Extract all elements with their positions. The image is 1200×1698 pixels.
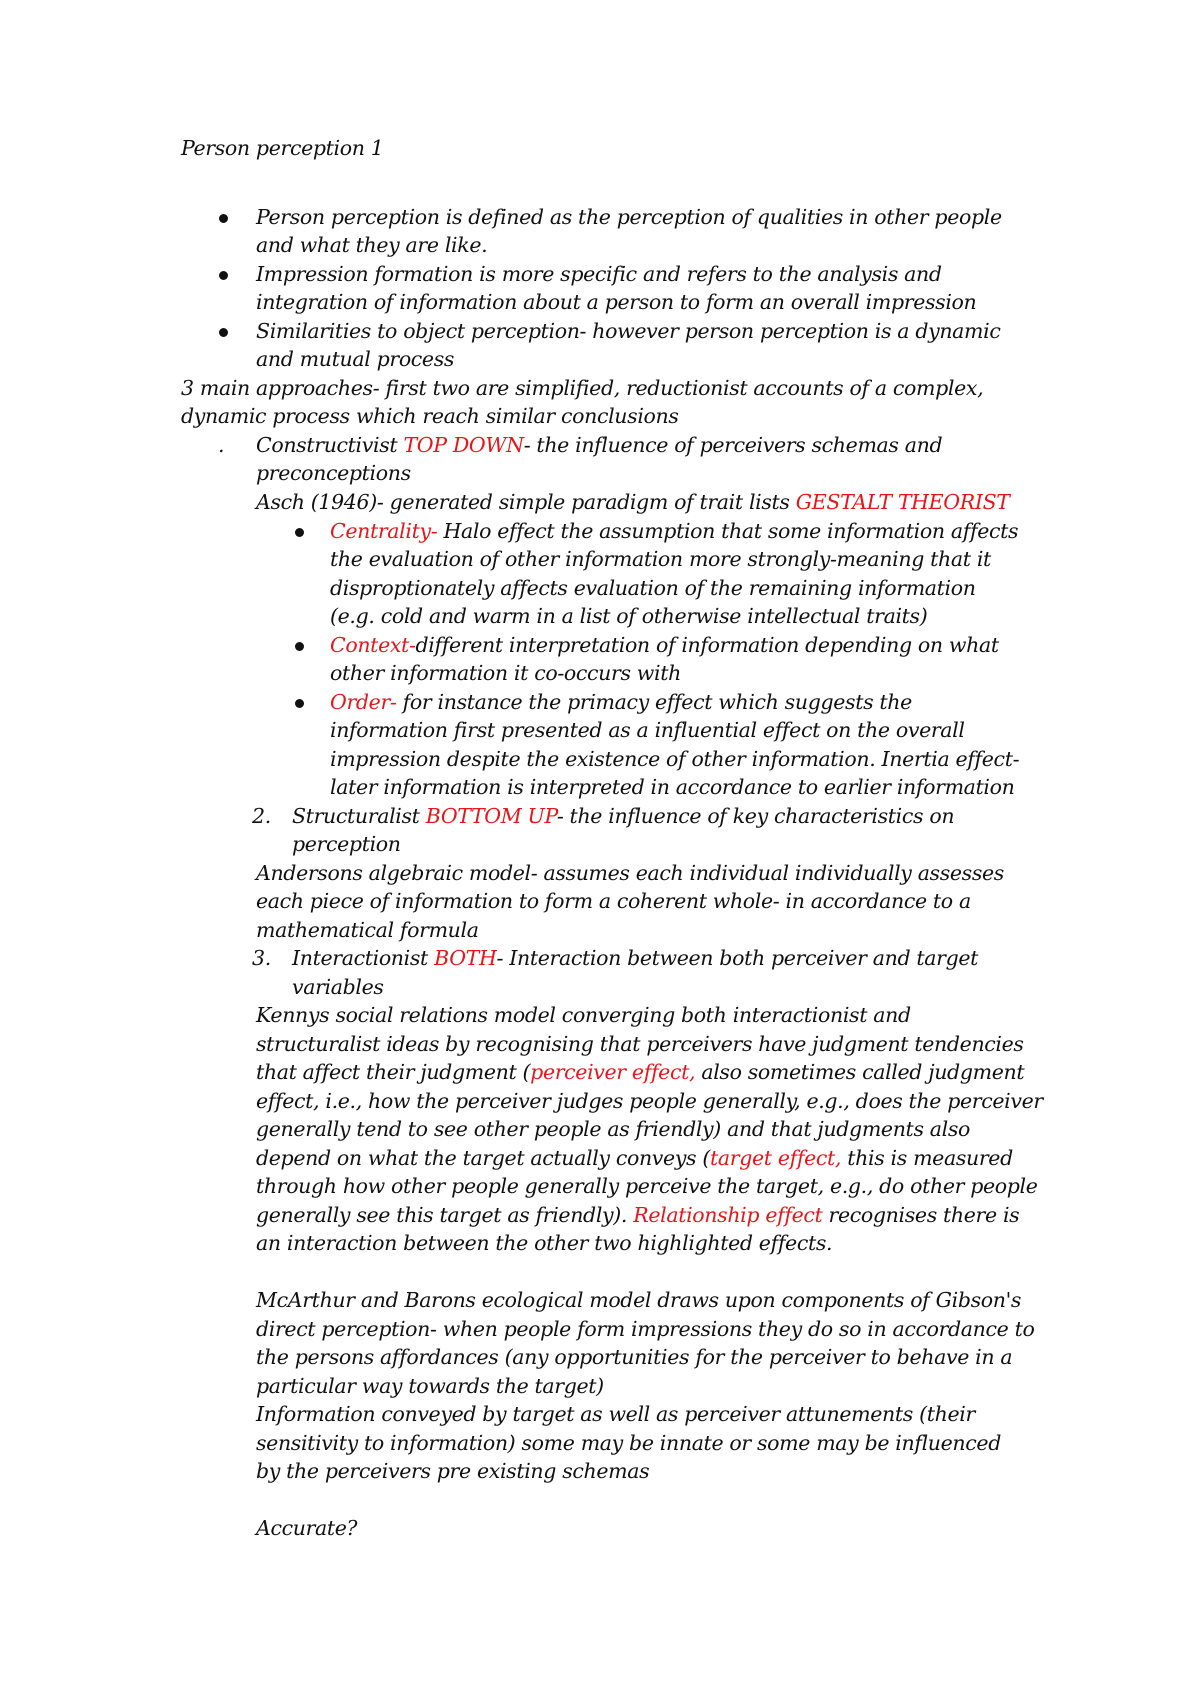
context-line-1: Context-different interpretation of information depending on what (330, 633, 999, 657)
interactionist-line-2: variables (292, 975, 384, 999)
bullet-dot-icon (295, 642, 304, 651)
constructivist-line-1: Constructivist TOP DOWN- the influence of perceivers schemas and (256, 433, 943, 457)
centrality-line-4: (e.g. cold and warm in a list of otherwise intellectual traits) (330, 604, 928, 628)
centrality-line-2: the evaluation of other information more strongly-meaning that it (330, 547, 991, 571)
kenny-line-4: effect, i.e., how the perceiver judges people generally, e.g., does the perceiver (256, 1089, 1043, 1113)
interactionist-line-1: Interactionist BOTH- Interaction between both perceiver and target (292, 946, 979, 970)
accurate-heading: Accurate? (256, 1516, 358, 1540)
context-label: Context- (330, 633, 416, 657)
list-marker: . (218, 433, 225, 457)
bullet-dot-icon (219, 271, 228, 280)
order-line-3: impression despite the existence of other information. Inertia effect- (330, 747, 1020, 771)
mcarthur-line-2: direct perception- when people form impressions they do so in accordance to (256, 1317, 1035, 1341)
bullet-dot-icon (295, 699, 304, 708)
order-line-2: information first presented as a influential effect on the overall (330, 718, 965, 742)
context-line-2: other information it co-occurs with (330, 661, 681, 685)
constructivist-line-2: preconceptions (256, 461, 411, 485)
both-label: BOTH (434, 946, 497, 970)
approaches-intro-line-1: 3 main approaches- first two are simplified, reductionist accounts of a complex, (181, 376, 984, 400)
kenny-line-3: that affect their judgment (perceiver effect, also sometimes called judgment (256, 1060, 1025, 1084)
mcarthur-line-6: sensitivity to information) some may be innate or some may be influenced (256, 1431, 1001, 1455)
mcarthur-line-1: McArthur and Barons ecological model draws upon components of Gibson's (256, 1288, 1022, 1312)
centrality-line-3: disproptionately affects evaluation of the remaining information (330, 576, 976, 600)
anderson-line-3: mathematical formula (256, 918, 479, 942)
order-line-4: later information is interpreted in accordance to earlier information (330, 775, 1015, 799)
mcarthur-line-5: Information conveyed by target as well as perceiver attunements (their (256, 1402, 975, 1426)
mcarthur-line-3: the persons affordances (any opportunities for the perceiver to behave in a (256, 1345, 1013, 1369)
order-line-1: Order- for instance the primacy effect which suggests the (330, 690, 912, 714)
structuralist-line-1: Structuralist BOTTOM UP- the influence of key characteristics on (292, 804, 955, 828)
kenny-line-7: through how other people generally perceive the target, e.g., do other people (256, 1174, 1038, 1198)
anderson-line-2: each piece of information to form a coherent whole- in accordance to a (256, 889, 971, 913)
bullet-2-line-2: integration of information about a person to form an overall impression (256, 290, 977, 314)
anderson-line-1: Andersons algebraic model- assumes each individual individually assesses (256, 861, 1004, 885)
bullet-2-line-1: Impression formation is more specific and refers to the analysis and (256, 262, 942, 286)
relationship-effect-label: Relationship effect (633, 1203, 823, 1227)
list-number-3: 3. (252, 946, 271, 970)
kenny-line-2: structuralist ideas by recognising that perceivers have judgment tendencies (256, 1032, 1024, 1056)
kenny-line-9: an interaction between the other two highlighted effects. (256, 1231, 833, 1255)
top-down-label: TOP DOWN (403, 433, 524, 457)
bottom-up-label: BOTTOM UP (425, 804, 557, 828)
bullet-dot-icon (219, 328, 228, 337)
centrality-label: Centrality- (330, 519, 438, 543)
order-label: Order- (330, 690, 397, 714)
approaches-intro-line-2: dynamic process which reach similar conclusions (181, 404, 679, 428)
centrality-line-1: Centrality- Halo effect the assumption that some information affects (330, 519, 1019, 543)
kenny-line-5: generally tend to see other people as friendly) and that judgments also (256, 1117, 971, 1141)
bullet-1-line-2: and what they are like. (256, 233, 488, 257)
mcarthur-line-7: by the perceivers pre existing schemas (256, 1459, 650, 1483)
mcarthur-line-4: particular way towards the target) (256, 1374, 604, 1398)
bullet-3-line-1: Similarities to object perception- however person perception is a dynamic (256, 319, 1001, 343)
asch-line: Asch (1946)- generated simple paradigm of trait lists GESTALT THEORIST (256, 490, 1010, 514)
list-number-2: 2. (252, 804, 271, 828)
kenny-line-8: generally see this target as friendly). Relationship effect recognises there is (256, 1203, 1020, 1227)
bullet-1-line-1: Person perception is defined as the perception of qualities in other people (256, 205, 1002, 229)
bullet-dot-icon (295, 528, 304, 537)
bullet-dot-icon (219, 214, 228, 223)
target-effect-label: target effect, (710, 1146, 842, 1170)
perceiver-effect-label: perceiver effect, (530, 1060, 696, 1084)
gestalt-label: GESTALT THEORIST (795, 490, 1010, 514)
structuralist-line-2: perception (292, 832, 401, 856)
bullet-3-line-2: and mutual process (256, 347, 455, 371)
kenny-line-1: Kennys social relations model converging both interactionist and (256, 1003, 911, 1027)
kenny-line-6: depend on what the target actually conveys (target effect, this is measured (256, 1146, 1013, 1170)
page-title: Person perception 1 (181, 136, 384, 160)
